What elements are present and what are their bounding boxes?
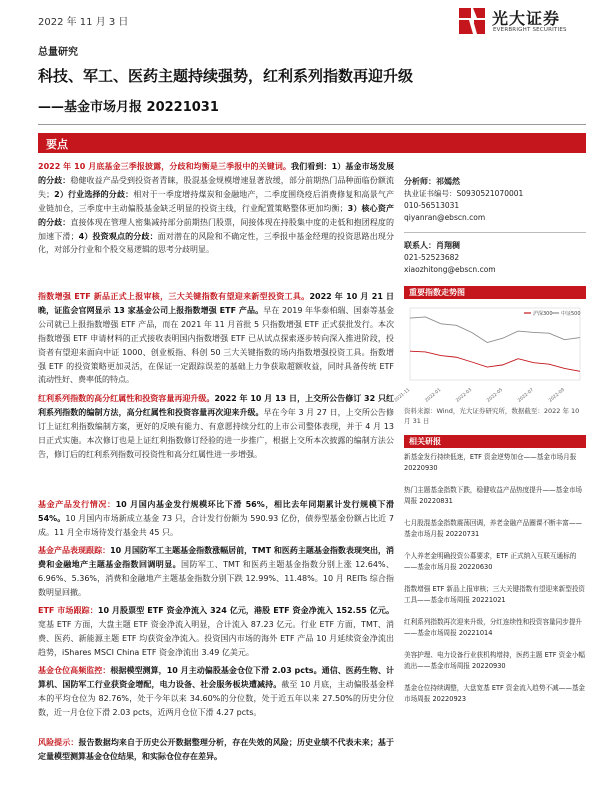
analyst-card [404,176,586,224]
bold-text: 2022 年 10 月 21 日晚，证监会官网显示 13 家基金公司上报指数增强 ETF 产品。 [38,292,394,315]
bold-text: 3）核心资产的分歧： [38,203,394,227]
contact-email[interactable]: xiaozhitong@ebscn.com [404,265,496,274]
x-tick-label: 2022-05 [486,387,505,404]
paragraph-risk-warning [38,736,394,764]
report-date: 2022 年 11 月 3 日 [38,17,129,28]
contact-phone: 021-52523682 [404,253,460,262]
x-tick-label: 2022-01 [424,387,443,404]
related-report-item[interactable]: 美容护理、电力设备行业获机构增持，医药主题 ETF 资金小幅流出——基金市场周报 20220930 [404,651,586,670]
bold-text: 4）投资观点的分歧： [78,231,158,241]
everbright-logo-icon [457,6,487,36]
highlight-text: 红利系列指数的高分红属性和投资容量再迎升级。 [38,394,215,403]
related-report-item[interactable]: 新基金发行持续低迷，ETF 资金逆势加仓——基金市场月报 20220930 [404,453,577,472]
paragraph-etf-market [38,604,394,660]
body-text: 国防军工、TMT 和医药主题基金指数分别上涨 12.64%、6.96%、5.36%，消费和金融地产主题基金指数分别下跌 12.99%、11.48%。10 月 REITs 综合指数明显回撤。 [38,559,395,597]
chart-section-header [404,286,586,299]
chart-source-note: 资料来源：Wind，光大证券研究所，数据截至：2022 年 10 月 31 日 [404,407,580,425]
bold-text: 10 月国内基金发行规模环比下滑 56%，相比去年同期累计发行规模下滑 54%。 [38,500,394,523]
bold-text: 2022 年 10 月 13 日，上交所公告修订 32 只红利系列指数的编制方法，高分红属性和投资容量再次迎来升级。 [38,394,394,417]
chart-section-title: 重要指数走势图 [409,288,465,297]
highlight-text: 基金仓位高频监控： [38,666,111,675]
bold-text: 根据模型测算，10 月主动偏股基金仓位下滑 2.03 pcts。通信、医药生物、计算机、国防军工行业获资金增配，电力设备、社会服务板块遭减持。 [38,666,395,689]
x-tick-label: 2022-09 [548,387,566,404]
paragraph-fund-issuance [38,498,394,540]
highlight-text: 风险提示： [38,738,79,747]
contact-card [404,240,586,276]
brand-name-en: EVERBRIGHT SECURITIES [493,27,567,33]
related-report-item[interactable]: 指数增强 ETF 新品上报审核；三大关键指数有望迎来新型投资工具——基金市场周报 20221021 [404,585,586,604]
x-tick-label: 2022-07 [517,387,535,404]
body-text: 早在 2019 年华泰柏瑞、国泰等基金公司就已上报指数增强 ETF 产品，而在 2021 年 11 月首批 5 只指数增强 ETF 正式获批发行。本次指数增强 ETF 申请材料的正式接收表明国内指数增强 ETF 已从试点探索逐步转向深入推进阶段，投资者有望迎来面向中证 1000、创业板指、科创 50 三大关键指数的场内指数增强投资工具。指数增强 ETF 的投资策略更加灵活，在保证一定跟踪误差的基础上力争获取超额收益，同时具备传统 ETF 流动性好、费率低的特点。 [38,305,394,385]
x-tick-label: 2021-11 [393,387,412,404]
related-reports-header [404,435,586,448]
body-text: 早在今年 3 月 27 日，上交所公告修订上证红利指数编制方案，更好的反映有能力、有意愿持续分红的上市公司整体表现，并于 4 月 13 日正式实施。本次修订也是上证红利指数修订经验的进一步推广，根据上交所本次披露的编制方法公告，修订后的红利系列指数可投资性和高分红属性进一步增强。 [38,407,394,459]
brand-name-cn: 光大证券 [492,9,561,28]
highlight-text: 指数增强 ETF 新品正式上报审核，三大关键指数有望迎来新型投资工具。 [38,292,310,301]
header-divider [38,124,586,125]
report-subtitle: ——基金市场月报 20221031 [38,100,219,115]
index-trend-chart [393,302,586,404]
key-points-bar [38,133,586,153]
key-points-label: 要点 [46,138,68,151]
paragraph-fund-performance [38,544,394,600]
brand-logo [457,5,587,39]
bold-text: 2）行业选择的分歧： [54,189,134,199]
related-report-item[interactable]: 热门主题基金指数下跌，稳健收益产品热度提升——基金市场周报 20220831 [404,486,583,505]
body-text: 直接体现在管理人密集减持部分前期热门股票，间接体现在持股集中度的走低和抱团程度的加速下滑； [38,217,394,241]
bold-text: 10 月国防军工主题基金指数涨幅居前，TMT 和医药主题基金指数表现突出，消费和金融地产主题基金指数回调明显。 [38,546,394,569]
analyst-name: 分析师：祁嫣然 [404,177,460,186]
related-report-item[interactable]: 基金仓位持续调整，大盘宽基 ETF 资金流入趋势不减——基金市场周报 20220923 [404,684,586,703]
paragraph-summary [38,160,394,257]
body-text: 10 月国内市场新成立基金 73 只，合计发行份额为 590.93 亿份，债券型基金份额占比近 7 成。11 月全市场待发行基金共 45 只。 [38,513,394,537]
bold-text: 10 月股票型 ETF 资金净流入 324 亿元，港股 ETF 资金净流入 152.55 亿元。 [97,606,394,615]
related-report-item[interactable]: 个人养老金明确投资公募要求，ETF 正式纳入互联互通标的——基金市场月报 20220630 [404,552,577,571]
legend-label: 沪深300 [533,311,553,317]
body-text: 稳健收益产品受到投资者青睐，股混基金规模增速显著放缓，部分前期热门品种面临份额流失； [38,175,394,199]
contact-name: 联系人：肖翔稠 [404,241,460,250]
paragraph-dividend-index [38,392,394,462]
report-title: 科技、军工、医药主题持续强势，红利系列指数再迎升级 [38,67,414,85]
body-text: 截至 10 月底，主动偏股基金样本的平均仓位为 82.76%，处于今年以来 34.60%的分位数，处于近五年以来 27.50%的历史分位数，近一月仓位下滑 2.03 pcts，近两月仓位下滑 4.27 pcts。 [38,679,395,717]
highlight-text: ETF 市场跟踪： [38,606,98,615]
paragraph-position-monitor [38,664,394,720]
series-line-1 [410,317,580,343]
sidebar-divider [404,232,586,233]
analyst-email[interactable]: qiyanran@ebscn.com [404,213,486,222]
legend-label: 中证500 [561,311,581,317]
x-tick-label: 2022-03 [455,387,474,404]
highlight-text: 2022 年 10 月底基金三季报披露，分歧和均衡是三季报中的关键词。 [38,162,292,171]
report-category: 总量研究 [38,47,78,58]
body-text: 面对潜在的风险和不确定性，三季报中基金经理的投资思路出现分化，对部分行业和个股交易逻辑的思考分歧明显。 [38,231,395,255]
body-text: 相对于一季度增持煤炭和金融地产，二季度围绕疫后消费修复和高景气产业链加仓，三季度中主动偏股基金缺乏明显的投资主线，行业配置策略整体更加均衡； [38,189,395,213]
bold-text: 我们看到：1）基金市场发展的分歧： [38,162,394,185]
body-text: 宽基 ETF 方面，大盘主题 ETF 资金净流入明显，合计流入 87.23 亿元。行业 ETF 方面，TMT、消费、医药、新能源主题 ETF 均获资金净流入。投资国内市场的海外 ETF 产品 10 月延续资金净流出趋势，iShares MSCI China ETF 资金净流出 3.49 亿美元。 [38,619,394,657]
analyst-phone: 010-56513031 [404,201,460,210]
related-report-item[interactable]: 七月股混基金指数震荡回调，养老金融产品圈课不断丰富——基金市场月报 20220731 [404,519,583,538]
chart-frame [410,308,580,380]
highlight-text: 基金产品发行情况： [38,500,116,509]
related-report-item[interactable]: 红利系列指数再次迎来升级，分红连续性和投资容量同步提升——基金市场周报 20221014 [404,618,583,637]
bold-text: 报告数据均来自于历史公开数据整理分析，存在失效的风险；历史业绩不代表未来；基于定量模型测算基金仓位结果，和实际仓位存在差异。 [38,738,394,761]
highlight-text: 基金产品表现跟踪： [38,546,111,555]
related-reports-title: 相关研报 [409,437,441,446]
analyst-license: 执业证书编号：S0930521070001 [404,189,524,198]
paragraph-enhanced-etf [38,290,394,387]
series-line-0 [410,351,580,371]
